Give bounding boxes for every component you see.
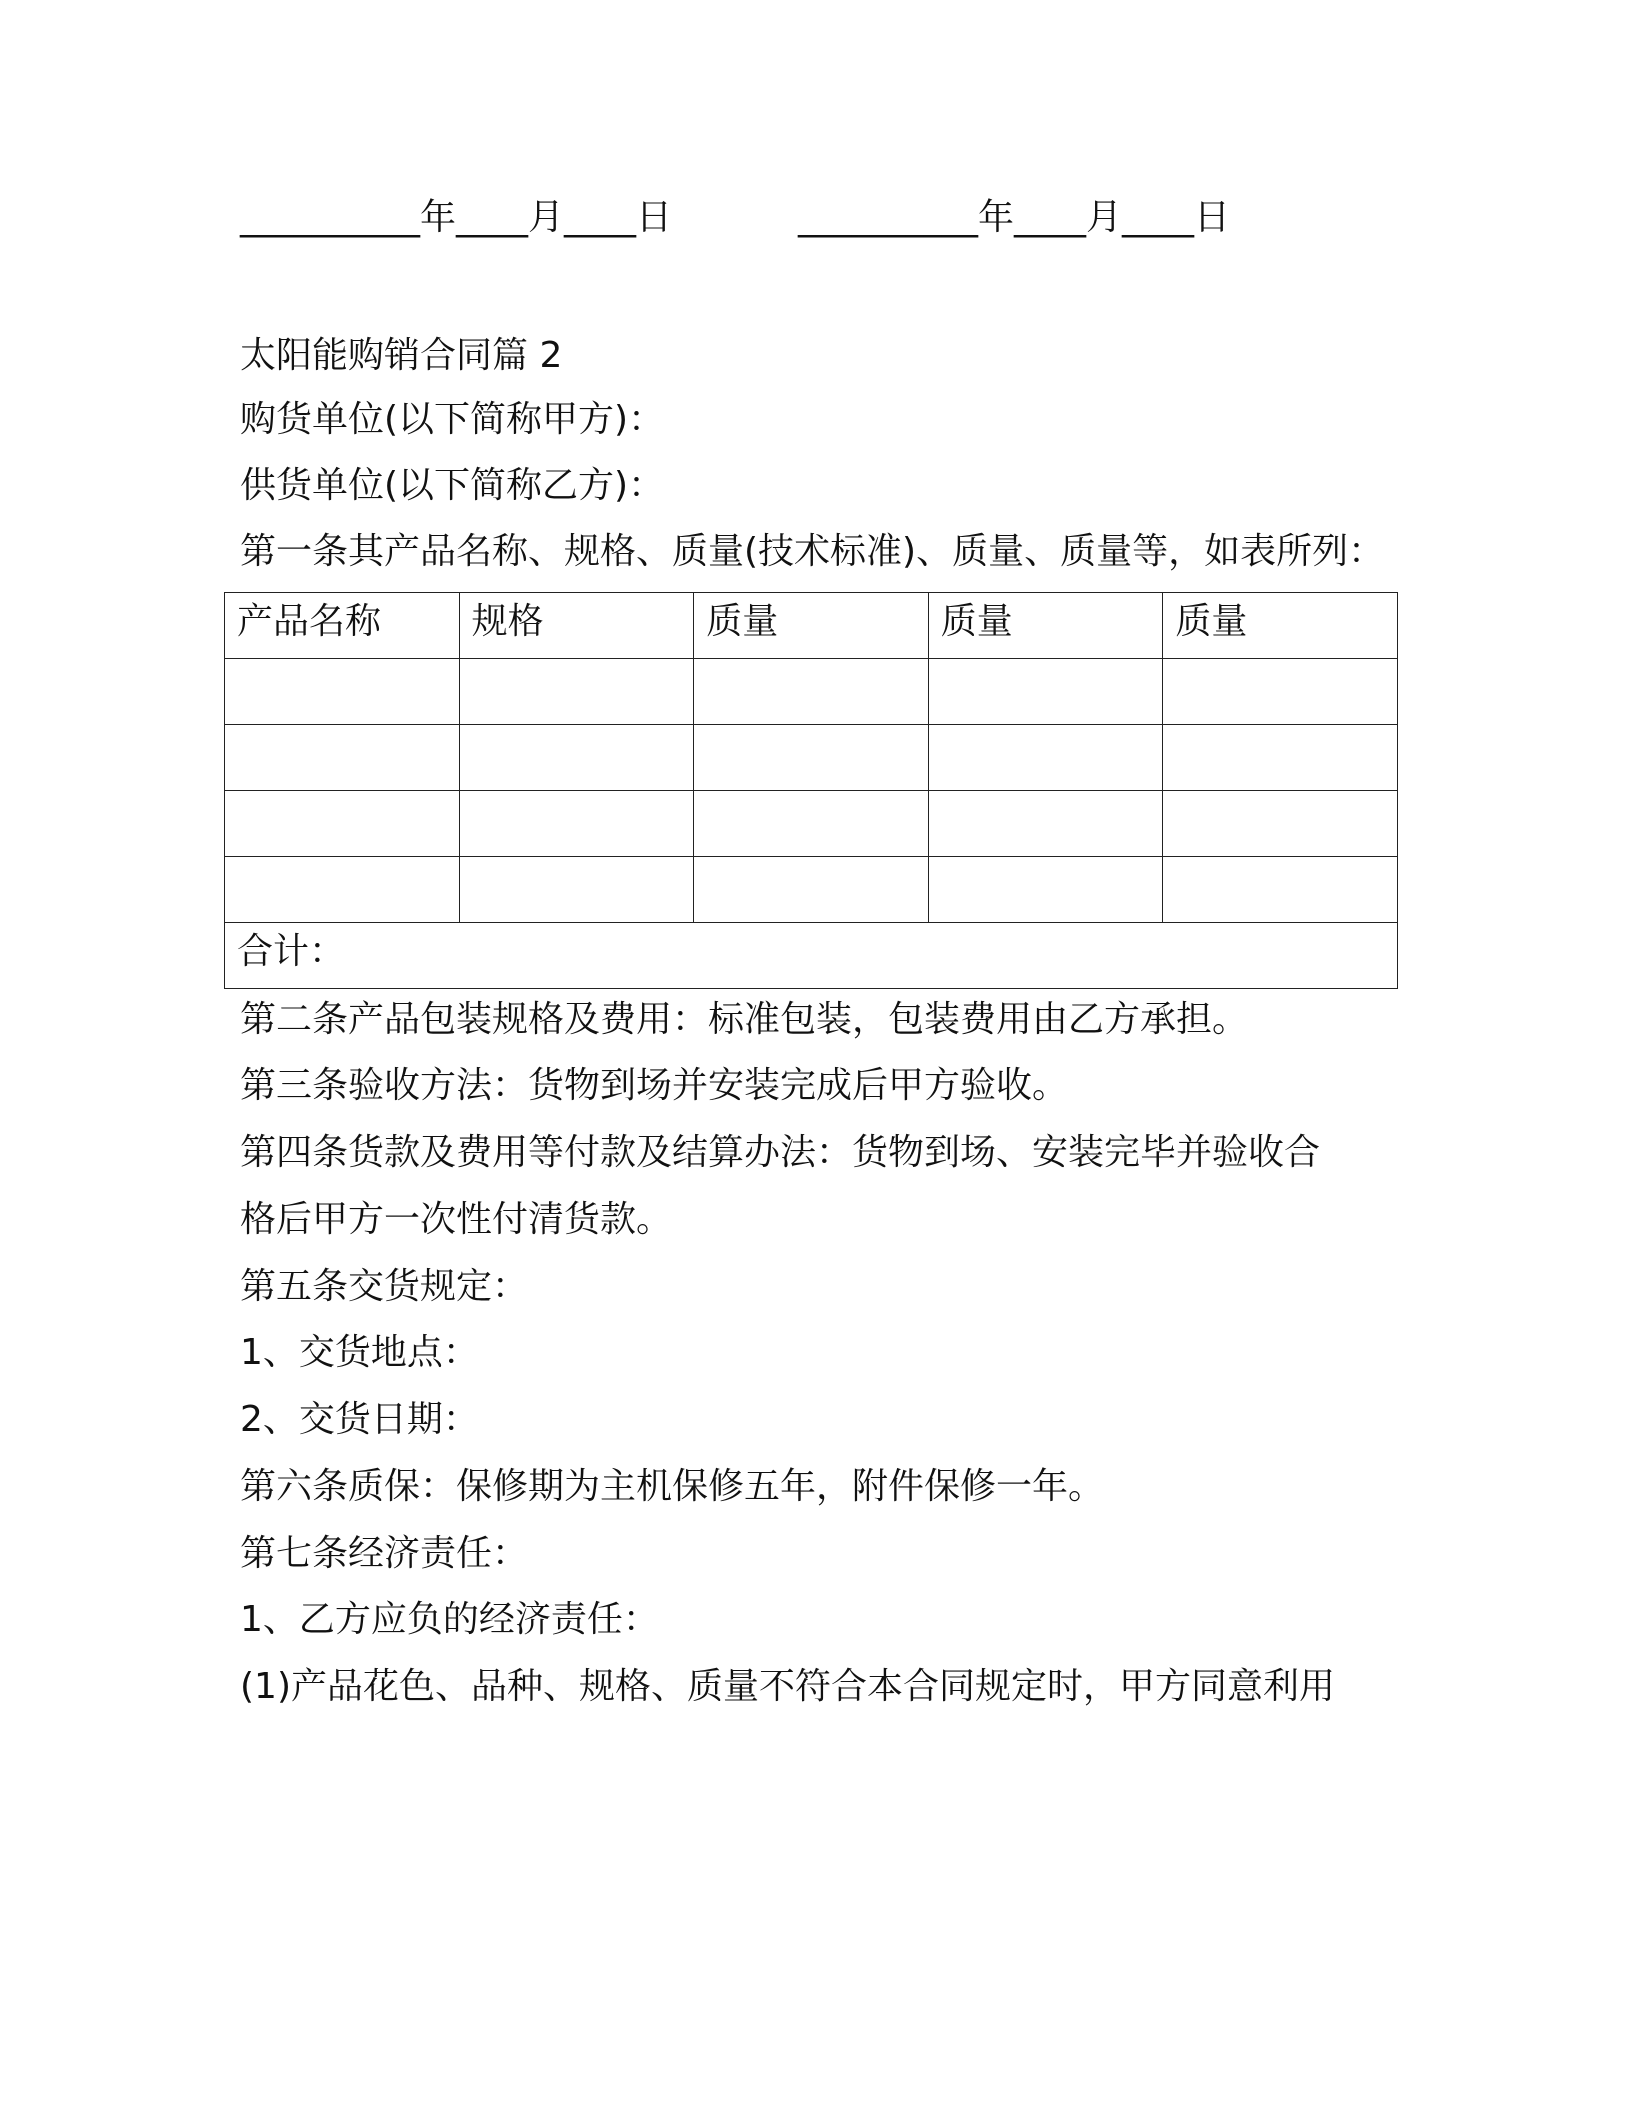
table-cell bbox=[1163, 659, 1398, 725]
table-cell bbox=[225, 725, 460, 791]
header-quality-1: 质量 bbox=[694, 593, 929, 659]
table-cell bbox=[928, 725, 1163, 791]
table-row bbox=[225, 791, 1398, 857]
article-1: 第一条其产品名称、规格、质量(技术标准)、质量、质量等，如表所列： bbox=[240, 531, 1385, 572]
date-line-left: __________年____月____日 bbox=[240, 197, 672, 238]
article-6: 第六条质保：保修期为主机保修五年，附件保修一年。 bbox=[240, 1466, 1105, 1507]
table-cell bbox=[1163, 791, 1398, 857]
header-quality-3: 质量 bbox=[1163, 593, 1398, 659]
table-cell bbox=[225, 857, 460, 923]
table-cell bbox=[928, 857, 1163, 923]
buyer-line: 购货单位(以下简称甲方)： bbox=[240, 399, 665, 440]
table-row bbox=[225, 857, 1398, 923]
product-table bbox=[224, 592, 1398, 989]
table-cell bbox=[694, 725, 929, 791]
article-4-line-2: 格后甲方一次性付清货款。 bbox=[240, 1199, 673, 1240]
table-row bbox=[225, 659, 1398, 725]
table-cell bbox=[459, 659, 694, 725]
article-7-item-1: 1、乙方应负的经济责任： bbox=[240, 1599, 659, 1640]
table-row bbox=[225, 725, 1398, 791]
table-cell bbox=[694, 791, 929, 857]
table-cell bbox=[225, 791, 460, 857]
table-cell bbox=[459, 857, 694, 923]
total-label: 合计： bbox=[225, 923, 1398, 989]
section-title: 太阳能购销合同篇 2 bbox=[240, 335, 563, 376]
supplier-line: 供货单位(以下简称乙方)： bbox=[240, 465, 665, 506]
table-total-row bbox=[225, 923, 1398, 989]
table-cell bbox=[928, 659, 1163, 725]
table-cell bbox=[1163, 725, 1398, 791]
table-cell bbox=[459, 791, 694, 857]
table-cell bbox=[694, 857, 929, 923]
header-quality-2: 质量 bbox=[928, 593, 1163, 659]
article-5-item-2: 2、交货日期： bbox=[240, 1399, 479, 1440]
article-3: 第三条验收方法：货物到场并安装完成后甲方验收。 bbox=[240, 1065, 1069, 1106]
article-2: 第二条产品包装规格及费用：标准包装，包装费用由乙方承担。 bbox=[240, 999, 1249, 1040]
date-line-right: __________年____月____日 bbox=[798, 197, 1230, 238]
table-cell bbox=[225, 659, 460, 725]
article-5: 第五条交货规定： bbox=[240, 1266, 529, 1307]
article-7: 第七条经济责任： bbox=[240, 1533, 529, 1574]
table-cell bbox=[459, 725, 694, 791]
article-5-item-1: 1、交货地点： bbox=[240, 1332, 479, 1373]
article-4-line-1: 第四条货款及费用等付款及结算办法：货物到场、安装完毕并验收合 bbox=[240, 1132, 1321, 1173]
table-cell bbox=[694, 659, 929, 725]
table-header-row bbox=[225, 593, 1398, 659]
table-cell bbox=[1163, 857, 1398, 923]
header-spec: 规格 bbox=[459, 593, 694, 659]
header-product-name: 产品名称 bbox=[225, 593, 460, 659]
article-7-item-1-sub-1: (1)产品花色、品种、规格、质量不符合本合同规定时，甲方同意利用 bbox=[240, 1666, 1335, 1707]
table-cell bbox=[928, 791, 1163, 857]
